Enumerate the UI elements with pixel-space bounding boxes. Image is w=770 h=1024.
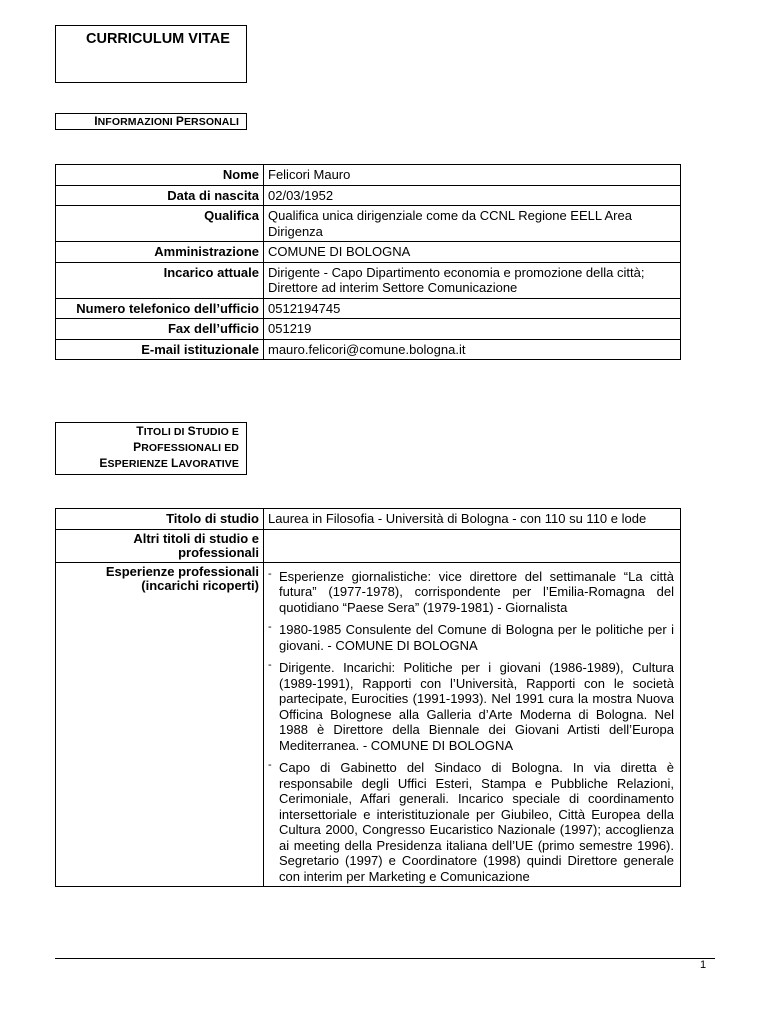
experience-text: Capo di Gabinetto del Sindaco di Bologna. In via diretta è responsabile degli Uffici Esteri, Stampa e Pubbliche Relazioni, Cerimoniale, Affari generali. Incarico speciale di coordinamento intersettoriale e interistituzionale per Giubileo, Città Europea della Cultura 2000, Congresso Eucaristico Nazionale (1997); accoglienza ai meeting della Presidenza italiana dell’UE (primo semestre 1996). Segretario (1997) e Coordinatore (1998) quindi Direttore generale con interim per Marketing e Comunicazione <box>279 760 674 884</box>
section-line-2: PROFESSIONALI ED <box>133 440 239 454</box>
value-incarico: Dirigente - Capo Dipartimento economia e promozione della città; Direttore ad interim Settore Comunicazione <box>264 262 681 298</box>
table-row <box>56 165 681 186</box>
label-qualifica: Qualifica <box>56 206 264 242</box>
table-row <box>56 242 681 263</box>
list-item <box>268 660 674 753</box>
bullet-dash: - <box>268 659 272 671</box>
table-row <box>56 339 681 360</box>
table-row <box>56 185 681 206</box>
label-amministrazione: Amministrazione <box>56 242 264 263</box>
bullet-dash: - <box>268 759 272 771</box>
value-amministrazione: COMUNE DI BOLOGNA <box>264 242 681 263</box>
value-altri-titoli <box>264 529 681 562</box>
table-row <box>56 298 681 319</box>
table-row <box>56 529 681 562</box>
value-qualifica: Qualifica unica dirigenziale come da CCNL Regione EELL Area Dirigenza <box>264 206 681 242</box>
value-telefono: 0512194745 <box>264 298 681 319</box>
bullet-dash: - <box>268 621 272 633</box>
table-row <box>56 206 681 242</box>
section-titles-experience <box>55 422 247 475</box>
studies-table <box>55 508 681 887</box>
page-number: 1 <box>700 959 707 971</box>
value-titolo-studio: Laurea in Filosofia - Università di Bologna - con 110 su 110 e lode <box>264 509 681 530</box>
section-line-1: TITOLI DI STUDIO E <box>136 424 239 438</box>
value-fax: 051219 <box>264 319 681 340</box>
footer-rule <box>55 958 715 959</box>
label-esperienze: Esperienze professionali (incarichi ricoperti) <box>56 562 264 887</box>
section-line-3: ESPERIENZE LAVORATIVE <box>99 456 239 470</box>
label-data-nascita: Data di nascita <box>56 185 264 206</box>
bullet-dash: - <box>268 567 272 580</box>
label-titolo-studio: Titolo di studio <box>56 509 264 530</box>
value-esperienze <box>264 562 681 887</box>
label-incarico: Incarico attuale <box>56 262 264 298</box>
section-personal-info: INFORMAZIONI PERSONALI <box>55 113 247 130</box>
label-email: E-mail istituzionale <box>56 339 264 360</box>
label-nome: Nome <box>56 165 264 186</box>
experience-text: Dirigente. Incarichi: Politiche per i giovani (1986-1989), Cultura (1989-1991), Rapporti con l’Università, Rapporti con le società partecipate, Eurocities (1991-1993). Nel 1991 cura la mostra Nuova Officina Bolognese alla Galleria d’Arte Moderna di Bologna. Nel 1988 è Direttore della Biennale dei Giovani Artisti dell’Europa Mediterranea. - COMUNE DI BOLOGNA <box>279 660 674 753</box>
label-fax: Fax dell’ufficio <box>56 319 264 340</box>
label-telefono: Numero telefonico dell’ufficio <box>56 298 264 319</box>
table-row <box>56 262 681 298</box>
experience-text: Esperienze giornalistiche: vice direttore del settimanale “La città futura” (1977-1978), corrispondente per l’Emilia-Romagna del quotidiano “Paese Sera” (1979-1981) - Giornalista <box>279 568 674 615</box>
list-item <box>268 622 674 653</box>
personal-info-table <box>55 164 681 360</box>
list-item <box>268 760 674 884</box>
label-altri-titoli: Altri titoli di studio e professionali <box>56 529 264 562</box>
value-nome: Felicori Mauro <box>264 165 681 186</box>
value-email: mauro.felicori@comune.bologna.it <box>264 339 681 360</box>
table-row <box>56 319 681 340</box>
list-item <box>268 569 674 616</box>
table-row <box>56 509 681 530</box>
value-data-nascita: 02/03/1952 <box>264 185 681 206</box>
experience-text: 1980-1985 Consulente del Comune di Bologna per le politiche per i giovani. - COMUNE DI BOLOGNA <box>279 622 674 653</box>
table-row <box>56 562 681 887</box>
cv-title: CURRICULUM VITAE <box>55 25 247 83</box>
